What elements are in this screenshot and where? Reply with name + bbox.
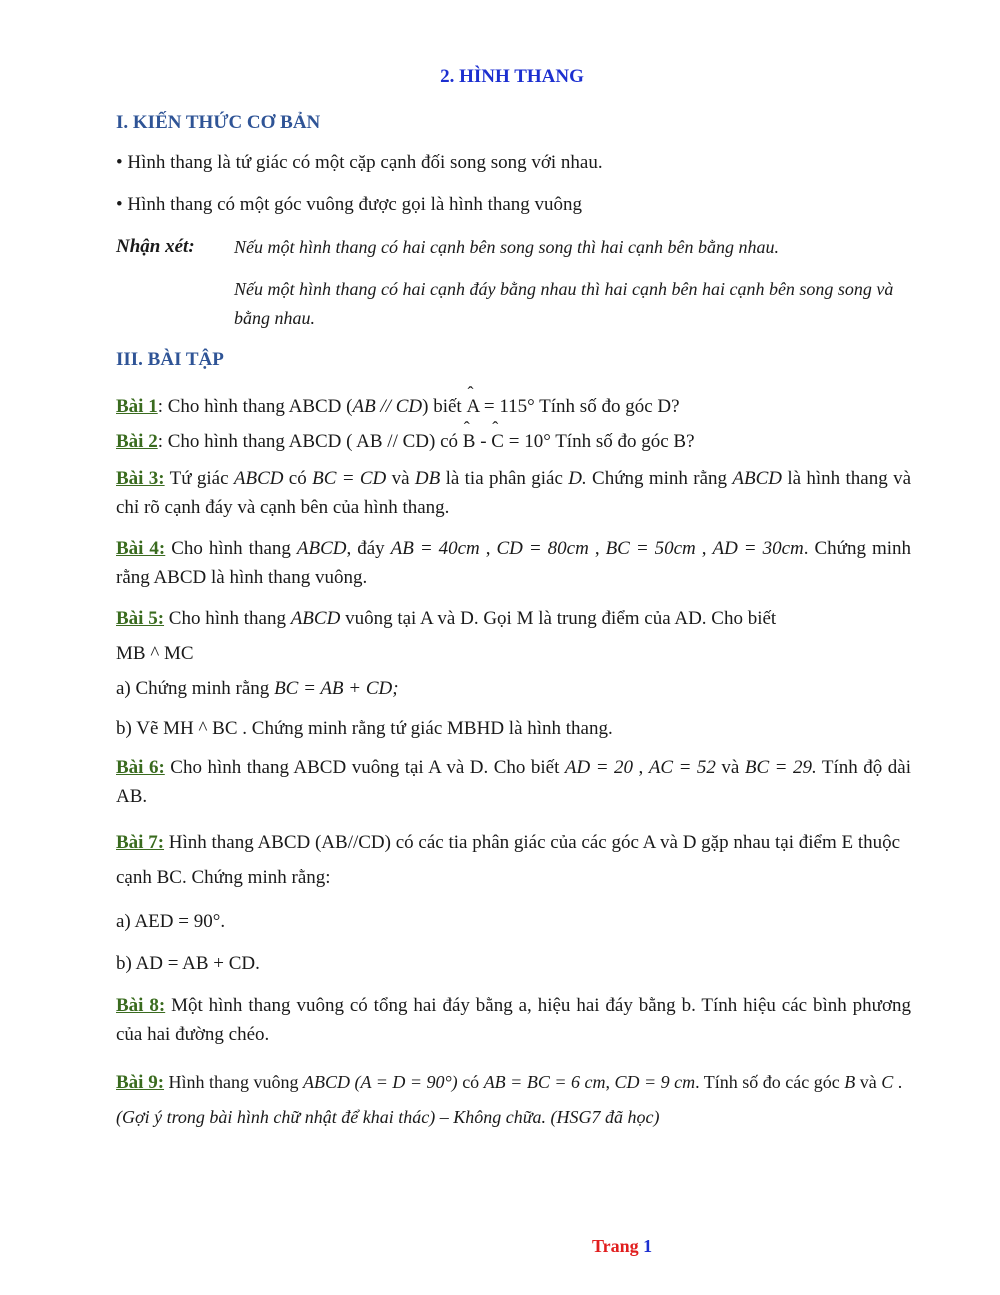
math: ABCD xyxy=(233,468,284,489)
math: AB // CD xyxy=(352,396,423,417)
math: B xyxy=(844,1072,856,1092)
exercise-5 xyxy=(116,604,911,633)
exercise-label: Bài 1 xyxy=(116,396,158,417)
page-footer xyxy=(592,1236,652,1257)
text: và xyxy=(715,757,745,778)
text: , xyxy=(588,538,606,559)
text: Một hình thang vuông có tổng hai đáy bằng a, hiệu hai đáy bằng b. Tính hiệu các bình phương của hai đường chéo. xyxy=(116,995,912,1045)
section-heading-basics: I. KIẾN THỨC CƠ BẢN xyxy=(116,112,321,133)
math: ABCD xyxy=(296,538,347,559)
exercise-label: Bài 4: xyxy=(116,538,166,559)
text: Hình thang vuông xyxy=(164,1072,304,1092)
exercise-6 xyxy=(116,753,911,811)
exercise-2 xyxy=(116,427,911,456)
text: . Chứng minh rằng ABCD là hình thang vuông. xyxy=(116,538,912,588)
exercise-7 xyxy=(116,825,911,895)
exercise-5-part-a xyxy=(116,674,911,703)
math: D. xyxy=(568,468,587,489)
text: và xyxy=(386,468,415,489)
math: AD = 30cm xyxy=(712,538,804,559)
text: và xyxy=(855,1072,882,1092)
math: AB = BC = 6 cm xyxy=(483,1072,606,1092)
hint-note: (Gợi ý trong bài hình chữ nhật để khai thác) – Không chữa. (HSG7 đã học) xyxy=(116,1107,660,1127)
text: , xyxy=(695,538,713,559)
angle-symbol: ˆ B xyxy=(463,431,476,452)
text: - xyxy=(475,431,492,452)
text: , xyxy=(479,538,497,559)
exercise-7-part-a: a) AED = 90°. xyxy=(116,911,226,932)
text: là hình thang và chỉ rõ cạnh đáy và cạnh bên của hình thang. xyxy=(116,468,912,518)
exercise-label: Bài 8: xyxy=(116,995,166,1016)
text: Cho hình thang xyxy=(164,608,291,629)
exercise-label: Bài 7: xyxy=(116,832,165,853)
text: , xyxy=(605,1072,615,1092)
math: ABCD xyxy=(290,608,341,629)
math: AB = 40cm xyxy=(390,538,480,559)
text: vuông tại A và D. Gọi M là trung điểm của AD. Cho biết xyxy=(340,608,777,629)
math: DB xyxy=(414,468,441,489)
text: : Cho hình thang ABCD ( xyxy=(157,396,353,417)
text: Tứ giác xyxy=(164,468,234,489)
exercise-4 xyxy=(116,534,911,592)
angle-symbol: ˆ A xyxy=(466,396,479,417)
exercise-8 xyxy=(116,991,911,1049)
exercise-label: Bài 5: xyxy=(116,608,165,629)
exercise-label: Bài 2 xyxy=(116,431,158,452)
exercise-7-part-b: b) AD = AB + CD. xyxy=(116,953,260,974)
bullet-definition: • Hình thang là tứ giác có một cặp cạnh đối song song với nhau. xyxy=(116,152,603,173)
exercise-5-condition: MB ^ MC xyxy=(116,643,194,664)
text: Hình thang ABCD (AB//CD) có các tia phân giác của các góc A và D gặp nhau tại điểm E thuộc cạnh BC. Chứng minh rằng: xyxy=(116,832,901,888)
text: có xyxy=(283,468,313,489)
text: , đáy xyxy=(346,538,391,559)
text: Cho hình thang ABCD vuông tại A và D. Cho biết xyxy=(164,757,565,778)
remark-1: Nếu một hình thang có hai cạnh bên song song thì hai cạnh bên bằng nhau. xyxy=(234,237,779,257)
remark-label: Nhận xét: xyxy=(116,236,195,257)
text: . Tính số đo các góc xyxy=(695,1072,845,1092)
text: = 115° Tính số đo góc D? xyxy=(479,396,680,417)
math: AD = 20 xyxy=(564,757,634,778)
text: Tính độ dài AB. xyxy=(116,757,911,807)
math: ABCD xyxy=(303,1072,351,1092)
text: . xyxy=(893,1072,903,1092)
math: ABCD xyxy=(732,468,782,489)
text: là tia phân giác xyxy=(440,468,569,489)
exercise-9 xyxy=(116,1065,911,1135)
exercise-label: Bài 6: xyxy=(116,757,165,778)
math: (A = D = 90°) xyxy=(354,1072,458,1092)
math: AC = 52 xyxy=(648,757,716,778)
exercise-3 xyxy=(116,464,911,522)
exercise-label: Bài 3: xyxy=(116,468,165,489)
math: C xyxy=(881,1072,894,1092)
text: = 10° Tính số đo góc B? xyxy=(503,431,695,452)
text: : Cho hình thang ABCD ( AB // CD) có xyxy=(157,431,463,452)
footer-page-number: 1 xyxy=(643,1236,653,1256)
text: ) biết xyxy=(422,396,467,417)
page-title: 2. HÌNH THANG xyxy=(440,66,584,87)
exercise-1 xyxy=(116,392,911,421)
math: CD = 80cm xyxy=(496,538,589,559)
text: , xyxy=(633,757,649,778)
text: Cho hình thang xyxy=(165,538,297,559)
math: BC = AB + CD; xyxy=(274,678,399,699)
footer-page-word: Trang xyxy=(592,1236,639,1256)
math: BC = 50cm xyxy=(605,538,696,559)
math: BC = CD xyxy=(312,468,387,489)
math: CD = 9 cm xyxy=(614,1072,696,1092)
remark-2: Nếu một hình thang có hai cạnh đáy bằng nhau thì hai cạnh bên hai cạnh bên song song và bằng nhau. xyxy=(234,279,894,328)
text: Chứng minh rằng xyxy=(586,468,733,489)
angle-symbol: ˆ C xyxy=(491,431,504,452)
text: có xyxy=(457,1072,484,1092)
exercise-5-part-b: b) Vẽ MH ^ BC . Chứng minh rằng tứ giác MBHD là hình thang. xyxy=(116,718,613,739)
bullet-right-trapezoid: • Hình thang có một góc vuông được gọi là hình thang vuông xyxy=(116,194,583,215)
text: a) Chứng minh rằng xyxy=(116,678,275,699)
exercise-label: Bài 9: xyxy=(116,1072,165,1093)
math: BC = 29. xyxy=(744,757,817,778)
section-heading-exercises: III. BÀI TẬP xyxy=(116,349,224,370)
